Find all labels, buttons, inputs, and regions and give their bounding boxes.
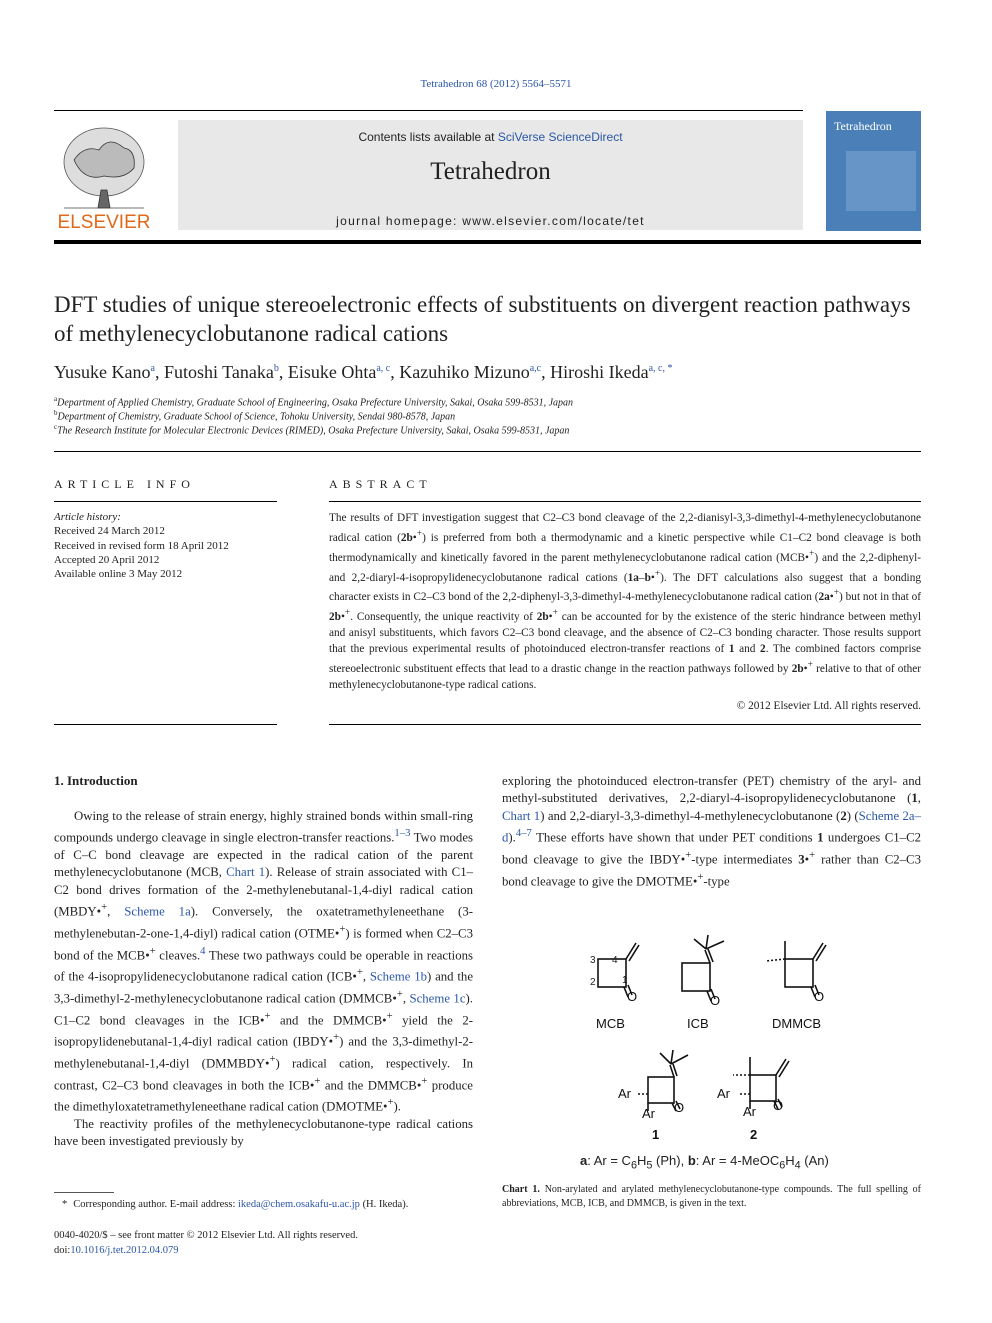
compound-label-mcb: MCB	[596, 1016, 625, 1031]
author-sup[interactable]: b	[273, 363, 279, 374]
intro-paragraph-1: Owing to the release of strain energy, highly strained bonds within small-ring compounds undergo cleavage in single electron-transfer reactions.$^{1-3}$ Two modes of C–C bond cleavage are expected in the radical cation of the parent methylenecyclobutanone (MCB, Chart 1). Release of strain associated with C1–C2 bond drives formation of the 2-methylenebutanal-1,4-diyl radical cation (MBDY•+, Scheme 1a). Conversely, the oxatetramethyleneethane (3-methylenebutan-2-one-1,4-diyl) radical cation (OTME•+) is formed when C2–C3 bond of the MCB•+ cleaves.$^4$ These two pathways could be operable in reactions of the 4-isopropylidenecyclobutanone radical cation (ICB•+, Scheme 1b) and the 3,3-dimethyl-2-methylenecyclobutanone radical cation (DMMCB•+, Scheme 1c). C1–C2 bond cleavages in the ICB•+ and the DMMCB•+ yield the 2-isopropylidenebutanal-1,4-diyl radical cation (IBDY•+) and the 3,3-dimethyl-2-methylenebutanal-1,4-diyl (DMMBDY•+) radical cation, respectively. In contrast, C2–C3 bond cleavages in both the ICB•+ and the DMMCB•+ produce the dimethyloxatetramethyleneethane radical cation (DMOTME•+).	[54, 809, 473, 1114]
author: Kazuhiko Mizuno	[399, 362, 530, 382]
intro-left-column	[54, 808, 473, 1151]
oxygen-label: O	[773, 1098, 784, 1113]
compound-number-2: 2	[750, 1127, 758, 1142]
cover-graphic	[846, 151, 916, 211]
abstract-text: The results of DFT investigation suggest that C2–C3 bond cleavage of the 2,2-dianisyl-3,3-dimethyl-4-methylenecyclobutanone radical cation (2b•+) is preferred from both a thermodynamic and a kinetic perspective while C1–C2 bond cleavage is both thermodynamically and kinetically favored in the parent methylenecyclobutanone radical cation (MCB•+) and the 2,2-diphenyl- and 2,2-diaryl-4-isopropylidenecyclobutanone radical cations (1a–b•+). The DFT calculations also suggest that a bonding character exists in C2–C3 bond of the 2,2-diphenyl-3,3-dimethyl-4-methylenecyclobutanone radical cation (2a•+) but not in that of 2b•+. Consequently, the unique reactivity of 2b•+ can be accounted for by the existence of the steric hindrance between methyl and anisyl substituents, which favors C2–C3 bond cleavage, and the absence of C2–C3 bonding character. Those results support that the previous experimental results of photoinduced electron-transfer reactions of 1 and 2. The combined factors comprise stereoelectronic substituent effects that lead to a drastic change in the reaction pathways followed by 2b•+ relative to that of other methylenecyclobutanone-type radical cations.	[329, 512, 922, 691]
author-sup[interactable]: a,c	[529, 363, 542, 374]
aryl-label: Ar	[642, 1106, 655, 1121]
affil-rule	[54, 451, 921, 452]
issn-line: 0040-4020/$ – see front matter © 2012 Elsevier Ltd. All rights reserved.	[54, 1230, 358, 1241]
author: Hiroshi Ikeda	[550, 362, 649, 382]
dmmcb-ring	[785, 959, 813, 987]
section-heading-introduction: 1. Introduction	[54, 773, 138, 788]
history-received: Received 24 March 2012	[54, 525, 165, 538]
aryl-label: Ar	[717, 1086, 730, 1101]
affil-text: The Research Institute for Molecular Electronic Devices (RIMED), Osaka Prefecture University, Sakai, Osaka 599-8531, Japan	[57, 425, 570, 437]
abstract-rule	[329, 501, 921, 502]
footnote-rule	[54, 1192, 114, 1193]
affil-sup: b	[54, 409, 58, 417]
doi-link[interactable]: 10.1016/j.tet.2012.04.079	[70, 1245, 179, 1256]
intro-paragraph-2: The reactivity profiles of the methylenecyclobutanone-type radical cations have been investigated previously by	[54, 1117, 473, 1149]
caption-label: Chart 1.	[502, 1184, 540, 1195]
chart-1-caption	[502, 1183, 921, 1211]
doi-prefix: doi:	[54, 1245, 71, 1256]
history-revised: Received in revised form 18 April 2012	[54, 539, 229, 552]
history-accepted: Accepted 20 April 2012	[54, 553, 160, 566]
elsevier-tree-icon	[54, 120, 154, 232]
article-history	[54, 510, 279, 581]
author: Eisuke Ohta	[287, 362, 377, 382]
article-info-heading: ARTICLE INFO	[54, 477, 195, 491]
affiliation-c	[54, 423, 934, 436]
header-rule-thin	[54, 110, 803, 111]
intro-paragraph-2-cont: exploring the photoinduced electron-transfer (PET) chemistry of the aryl- and methyl-substituted derivatives, 2,2-diaryl-4-isopropylidenecyclobutanone (1, Chart 1) and 2,2-diaryl-3,3-dimethyl-4-methylenecyclobutanone (2) (Scheme 2a–d).$^{4-7}$ These efforts have shown that under PET conditions 1 undergoes C1–C2 bond cleavage to give the IBDY•+-type intermediates 3•+ rather than C2–C3 bond cleavage to give the DMOTME•+-type	[502, 774, 922, 888]
dmmcb-methyl-hash	[766, 959, 785, 961]
journal-cover	[826, 111, 921, 231]
aryl-label: Ar	[743, 1104, 756, 1119]
history-online: Available online 3 May 2012	[54, 568, 183, 581]
history-label: Article history:	[54, 511, 121, 523]
article-info-bottom-rule	[54, 724, 277, 725]
mcb-exo-double-bond	[626, 943, 639, 961]
abstract-bottom-rule	[329, 724, 921, 725]
compound-1-isopropylidene	[660, 1050, 688, 1064]
compound-1-double-bond	[670, 1064, 677, 1077]
journal-homepage[interactable]: journal homepage: www.elsevier.com/locate/tet	[336, 214, 645, 228]
email-link[interactable]: ikeda@chem.osakafu-u.ac.jp	[238, 1199, 360, 1210]
sciencedirect-link[interactable]: SciVerse ScienceDirect	[497, 130, 623, 144]
author-sup[interactable]: a, c	[376, 363, 391, 374]
affiliation-a	[54, 395, 934, 408]
dmmcb-exo-double-bond	[813, 943, 826, 961]
intro-right-column	[502, 773, 921, 890]
icb-ring	[682, 963, 710, 991]
journal-name: Tetrahedron	[430, 158, 551, 185]
author-sup[interactable]: a, c, *	[648, 363, 673, 374]
author: Futoshi Tanaka	[163, 362, 274, 382]
contents-line	[178, 130, 803, 144]
compound-2-exo-double-bond	[776, 1059, 789, 1077]
icb-double-bond	[705, 949, 713, 963]
publisher-name: ELSEVIER	[57, 212, 151, 232]
affil-sup: a	[54, 395, 58, 403]
copyright: © 2012 Elsevier Ltd. All rights reserved.	[736, 700, 921, 712]
journal-citation[interactable]: Tetrahedron 68 (2012) 5564–5571	[420, 78, 572, 90]
chart-substituent-legend: a: $Ar = C_6H_5$ (Ph), b: $Ar = 4-MeOC_6H_4$ (An)	[580, 1153, 829, 1172]
article-info-rule	[54, 501, 277, 502]
compound-label-dmmcb: DMMCB	[772, 1016, 822, 1031]
chart-1-structures	[560, 925, 880, 1175]
atom-number: 3	[590, 955, 596, 966]
chart-1-figure	[560, 925, 880, 1175]
oxygen-label: O	[814, 989, 825, 1004]
doi-line	[54, 1243, 474, 1258]
compound-number-1: 1	[652, 1127, 660, 1142]
caption-text: Non-arylated and arylated methylenecyclobutanone-type compounds. The full spelling of abbreviations, MCB, ICB, and DMMCB, is given in the text.	[502, 1184, 921, 1209]
atom-number: 4	[612, 955, 618, 966]
cover-title: Tetrahedron	[834, 119, 892, 133]
atom-number: 1	[622, 975, 628, 986]
affil-sup: c	[54, 423, 58, 431]
journal-banner	[178, 120, 803, 230]
abstract-heading: ABSTRACT	[329, 477, 432, 491]
article-title: DFT studies of unique stereoelectronic effects of substituents on divergent reaction pathways of methylenecyclobutanone radical cations	[54, 292, 911, 346]
elsevier-logo	[54, 120, 154, 232]
compound-label-icb: ICB	[687, 1016, 709, 1031]
icb-isopropylidene	[694, 935, 724, 949]
affil-text: Department of Chemistry, Graduate School of Science, Tohoku University, Sendai 980-8578, Japan	[57, 411, 456, 423]
oxygen-label: O	[627, 989, 638, 1004]
author-list: Yusuke Kano$^a$, Futoshi Tanaka$^b$, Eisuke Ohta$^{a, c}$, Kazuhiko Mizuno$^{a,c}$, Hiroshi Ikeda$^{a, c, *}$	[54, 362, 673, 382]
corr-prefix: Corresponding author. E-mail address:	[73, 1199, 239, 1210]
footnote-star: *	[62, 1199, 68, 1210]
atom-number: 2	[590, 977, 596, 988]
header-rule-thick	[54, 240, 921, 244]
oxygen-label: O	[710, 993, 721, 1008]
affil-text: Department of Applied Chemistry, Graduate School of Engineering, Osaka Prefecture University, Sakai, Osaka 599-8531, Japan	[57, 397, 574, 409]
author: Yusuke Kano	[54, 362, 151, 382]
oxygen-label: O	[674, 1100, 685, 1115]
compound-1-ring	[648, 1077, 674, 1103]
contents-prefix: Contents lists available at	[358, 130, 498, 144]
corr-suffix: (H. Ikeda).	[359, 1199, 409, 1210]
aryl-label: Ar	[618, 1086, 631, 1101]
affiliation-b	[54, 409, 934, 422]
corresponding-author-note	[54, 1197, 474, 1212]
author-sup[interactable]: a	[150, 363, 155, 374]
